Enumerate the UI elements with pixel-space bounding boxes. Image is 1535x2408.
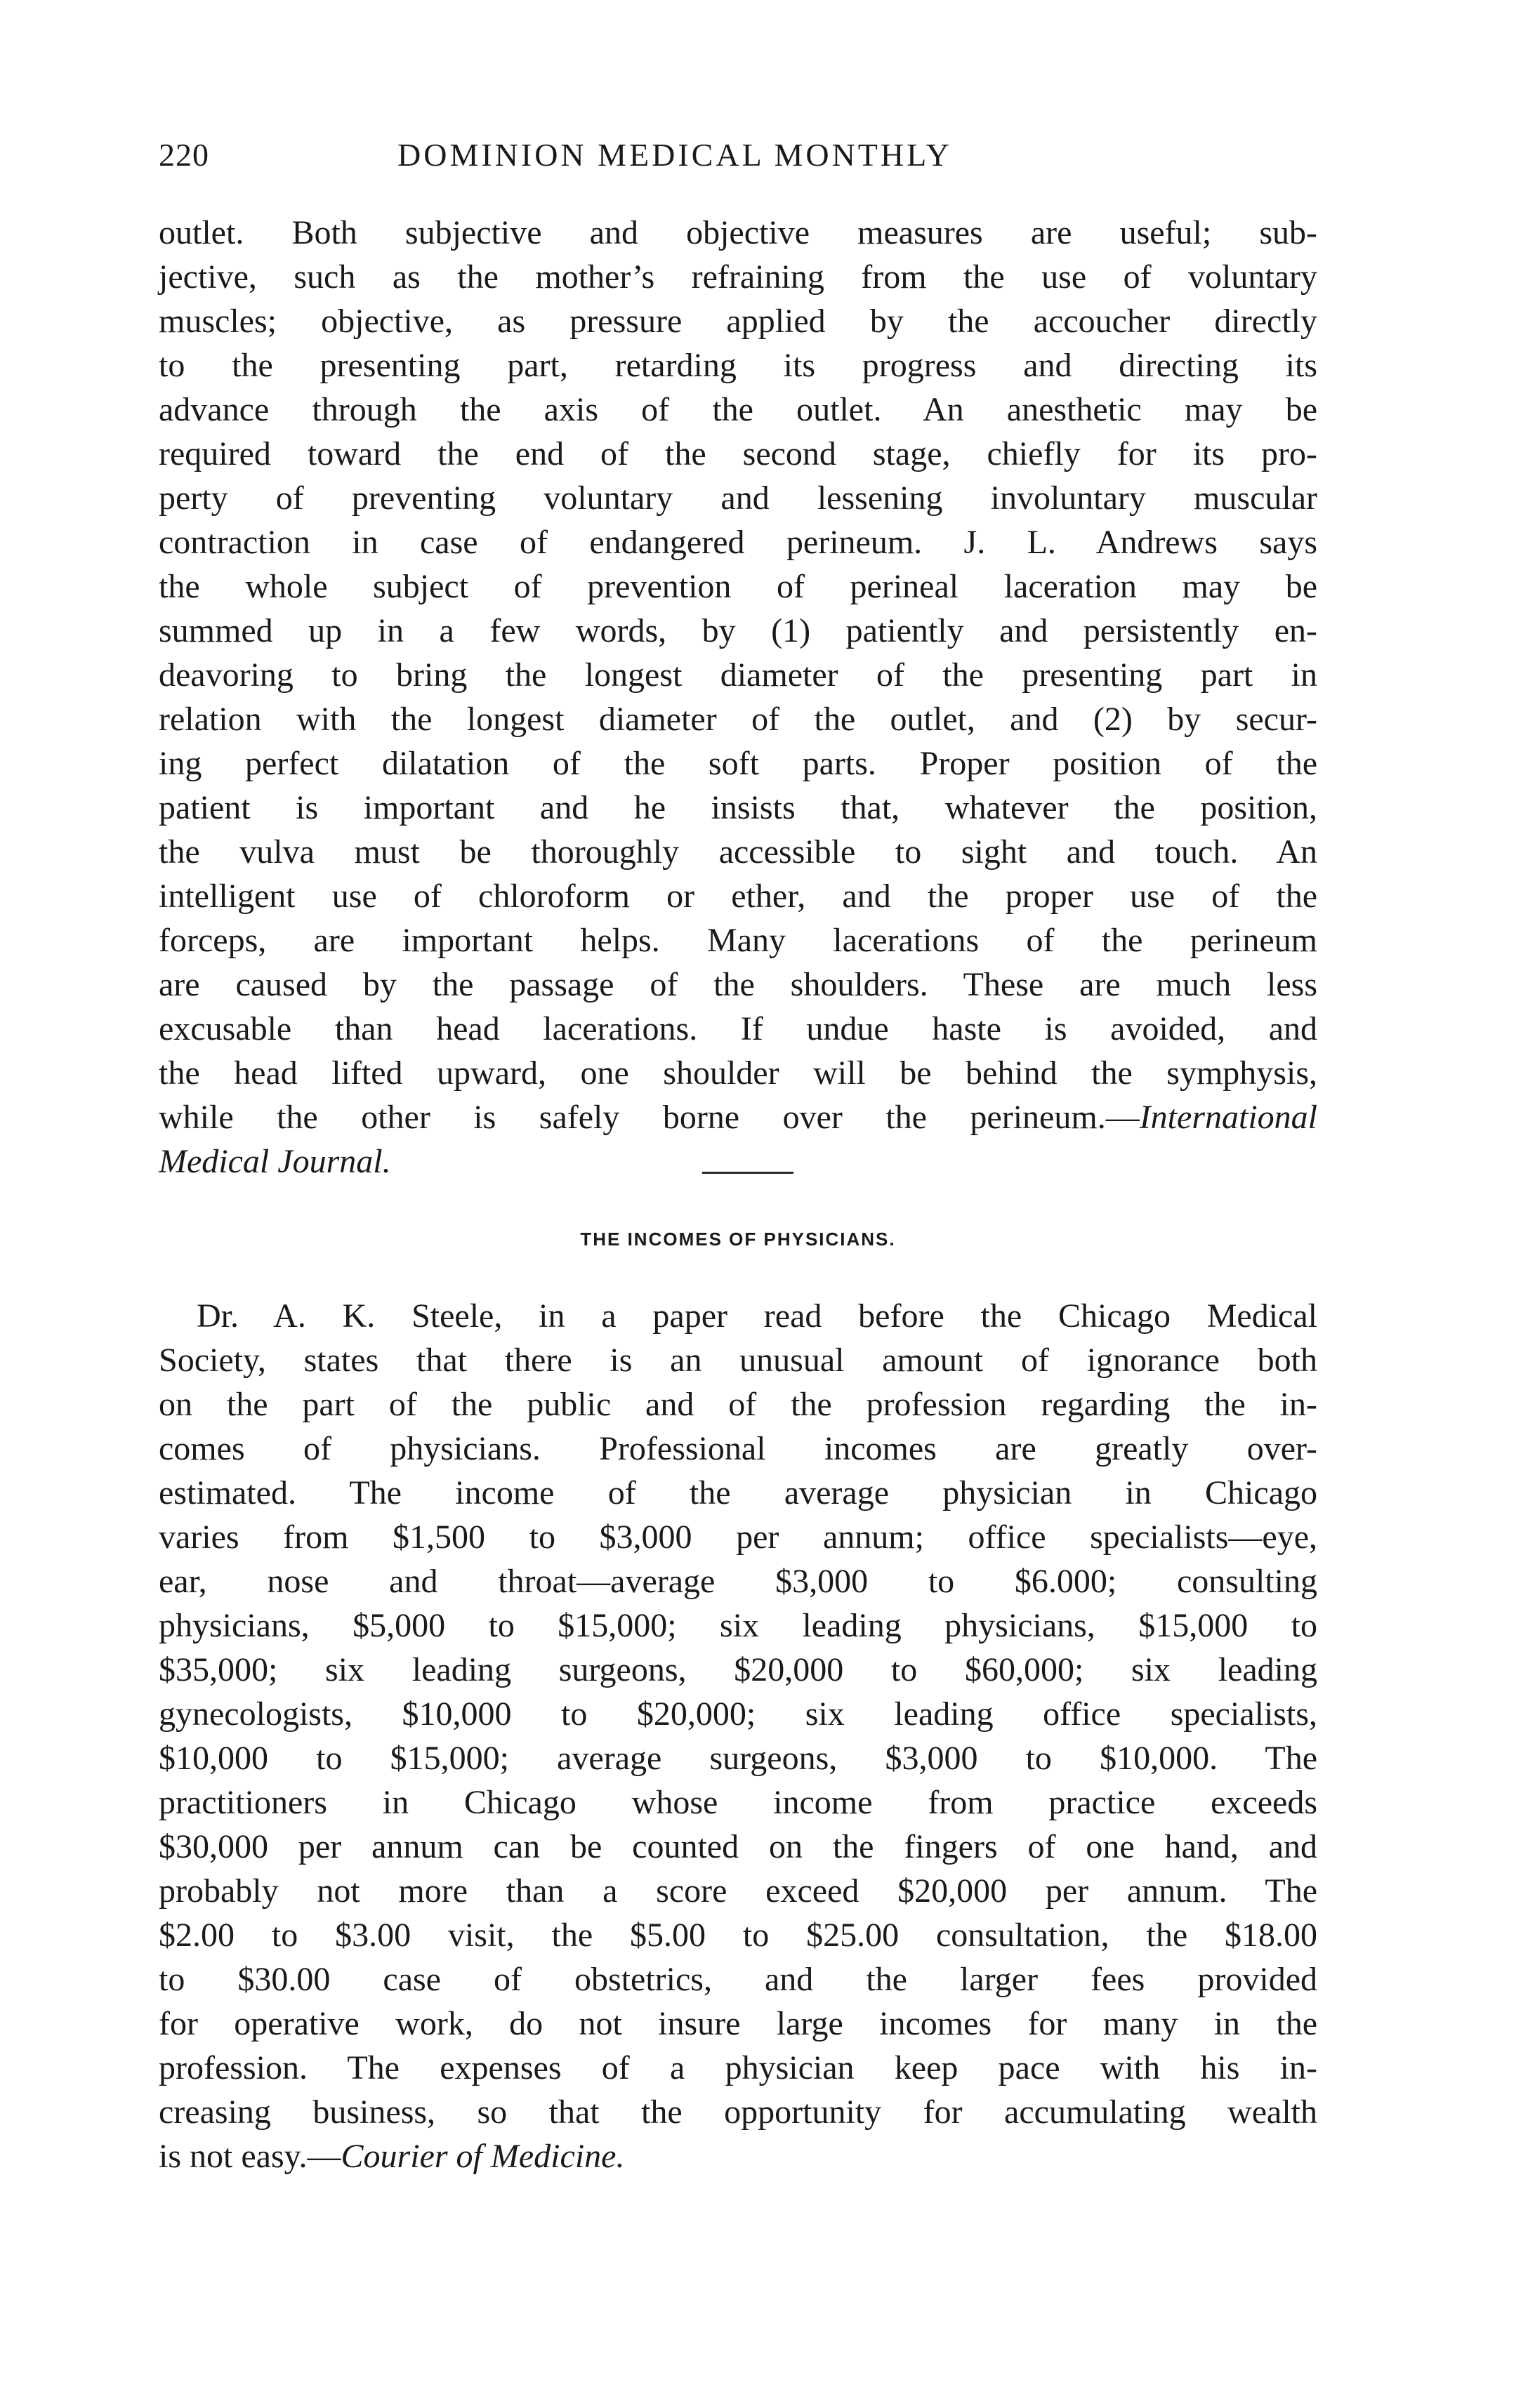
source-citation: Medical Journal. bbox=[159, 1143, 391, 1180]
text-line: forceps, are important helps. Many lacerations of the perineum bbox=[159, 922, 1317, 959]
text-line: creasing business, so that the opportunity for accumulating wealth bbox=[159, 2093, 1317, 2131]
text-line: ear, nose and throat—average $3,000 to $6.000; consulting bbox=[159, 1563, 1317, 1600]
running-head bbox=[159, 131, 1317, 180]
text-line: Society, states that there is an unusual amount of ignorance both bbox=[159, 1342, 1317, 1379]
page-number: 220 bbox=[159, 137, 209, 173]
text-line: summed up in a few words, by (1) patiently and persistently en- bbox=[159, 612, 1317, 649]
article-one-body bbox=[159, 211, 1317, 1184]
text-line bbox=[159, 1095, 1317, 1139]
text-line: to $30.00 case of obstetrics, and the larger fees provided bbox=[159, 1961, 1317, 1998]
text-line bbox=[159, 2134, 1317, 2178]
text-line: the whole subject of prevention of perineal laceration may be bbox=[159, 568, 1317, 605]
text-line: estimated. The income of the average physician in Chicago bbox=[159, 1474, 1317, 1511]
text-line: muscles; objective, as pressure applied by the accoucher directly bbox=[159, 303, 1317, 340]
text-line: intelligent use of chloroform or ether, and the proper use of the bbox=[159, 878, 1317, 915]
text-line: jective, such as the mother’s refraining from the use of voluntary bbox=[159, 258, 1317, 296]
journal-title: DOMINION MEDICAL MONTHLY bbox=[397, 137, 952, 173]
text-line: contraction in case of endangered perineum. J. L. Andrews says bbox=[159, 524, 1317, 561]
text-line: the head lifted upward, one shoulder will be behind the symphysis, bbox=[159, 1054, 1317, 1092]
section-divider bbox=[702, 1172, 793, 1174]
text-line: patient is important and he insists that, whatever the position, bbox=[159, 789, 1317, 826]
text-span: while the other is safely borne over the perineum.— bbox=[159, 1099, 1140, 1136]
text-line: gynecologists, $10,000 to $20,000; six leading office specialists, bbox=[159, 1695, 1317, 1733]
text-line: profession. The expenses of a physician keep pace with his in- bbox=[159, 2049, 1317, 2086]
text-line: comes of physicians. Professional incomes are greatly over- bbox=[159, 1430, 1317, 1467]
text-line: for operative work, do not insure large incomes for many in the bbox=[159, 2005, 1317, 2042]
text-line: physicians, $5,000 to $15,000; six leading physicians, $15,000 to bbox=[159, 1607, 1317, 1644]
text-span: is not easy.— bbox=[159, 2138, 341, 2175]
text-line: excusable than head lacerations. If undue haste is avoided, and bbox=[159, 1010, 1317, 1047]
source-citation: International bbox=[1139, 1099, 1317, 1136]
text-line: practitioners in Chicago whose income from practice exceeds bbox=[159, 1784, 1317, 1821]
text-line: required toward the end of the second stage, chiefly for its pro- bbox=[159, 435, 1317, 472]
text-line: are caused by the passage of the shoulders. These are much less bbox=[159, 966, 1317, 1003]
text-line: on the part of the public and of the profession regarding the in- bbox=[159, 1386, 1317, 1423]
text-line: Dr. A. K. Steele, in a paper read before the Chicago Medical bbox=[197, 1297, 1317, 1335]
article-two-body bbox=[159, 1294, 1317, 2178]
text-line: $35,000; six leading surgeons, $20,000 to $60,000; six leading bbox=[159, 1651, 1317, 1688]
text-line: $30,000 per annum can be counted on the fingers of one hand, and bbox=[159, 1828, 1317, 1865]
text-line: $10,000 to $15,000; average surgeons, $3,000 to $10,000. The bbox=[159, 1740, 1317, 1777]
text-line: perty of preventing voluntary and lessening involuntary muscular bbox=[159, 479, 1317, 517]
text-line: the vulva must be thoroughly accessible to sight and touch. An bbox=[159, 833, 1317, 871]
source-citation: Courier of Medicine. bbox=[341, 2138, 625, 2175]
section-heading: THE INCOMES OF PHYSICIANS. bbox=[580, 1229, 896, 1250]
text-line: probably not more than a score exceed $20,000 per annum. The bbox=[159, 1872, 1317, 1910]
text-line: outlet. Both subjective and objective measures are useful; sub- bbox=[159, 214, 1317, 251]
text-line: relation with the longest diameter of the outlet, and (2) by secur- bbox=[159, 701, 1317, 738]
text-line: $2.00 to $3.00 visit, the $5.00 to $25.00 consultation, the $18.00 bbox=[159, 1917, 1317, 1954]
text-line: ing perfect dilatation of the soft parts. Proper position of the bbox=[159, 745, 1317, 782]
text-line: advance through the axis of the outlet. An anesthetic may be bbox=[159, 391, 1317, 428]
text-line: to the presenting part, retarding its progress and directing its bbox=[159, 347, 1317, 384]
text-line: deavoring to bring the longest diameter of the presenting part in bbox=[159, 656, 1317, 694]
text-line bbox=[159, 1139, 1317, 1184]
text-line: varies from $1,500 to $3,000 per annum; office specialists—eye, bbox=[159, 1519, 1317, 1556]
